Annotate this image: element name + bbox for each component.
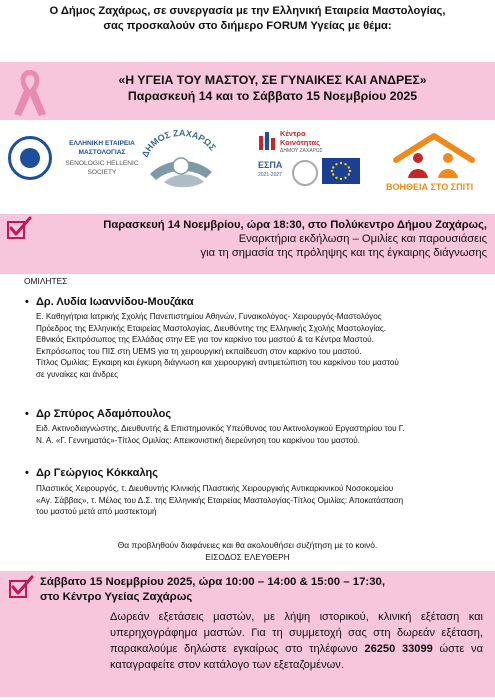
partner-logos — [0, 126, 495, 198]
saturday-location: στο Κέντρο Υγείας Ζαχάρως — [40, 591, 193, 603]
friday-subtitle: Εναρκτήρια εκδήλωση – Ομιλίες και παρουσιάσεις — [238, 233, 487, 246]
friday-topic: για τη σημασία της πρόληψης και της έγκαιρης διάγνωσης — [200, 247, 487, 260]
dimos-zacharos-logo — [136, 128, 226, 196]
ehms-name-line-2: ΜΑΣΤΟΛΟΓΙΑΣ — [78, 148, 126, 156]
boitheia-text: ΒΟΗΘΕΙΑ ΣΤΟ ΣΠΙΤΙ — [386, 182, 474, 192]
speaker-1-line: Τίτλος Ομιλίας: Εγκαιρη και έγκυρη διάγνωση και χειρουργική αντιμετώπιση του καρκίνου του μαστού — [36, 358, 399, 367]
phone-number[interactable]: 26250 33099 — [364, 643, 433, 655]
ehms-en-line-1: SENOLOGIC HELLENIC — [65, 160, 139, 167]
saturday-heading — [40, 575, 385, 605]
saturday-body-text-end: ώστε να καταγραφείτε στον κατάλογο των εξεταζομένων. — [110, 643, 484, 671]
speaker-3-line: Πλαστικός Χειρουργός, τ. Διευθυντής Κλινικής Πλαστικής Χειρουργικής Αντικαρκινικού Νοσοκομείου — [36, 484, 394, 493]
event-dates: Παρασκευή 14 και το Σάββατο 15 Νοεμβρίου 2025 — [127, 89, 418, 103]
friday-datetime: Παρασκευή 14 Νοεμβρίου, ώρα 18:30, στο Πολύκεντρο Δήμου Ζαχάρως, — [103, 219, 487, 231]
checkbox-check-icon — [6, 216, 32, 240]
free-entry-note: ΕΙΣΟΔΟΣ ΕΛΕΥΘΕΡΗ — [205, 551, 290, 562]
espa-period: 2021-2027 — [258, 172, 282, 178]
ehms-english-name — [56, 160, 148, 177]
kentro-text — [280, 130, 323, 156]
intro-line-1: Ο Δήμος Ζαχάρως, σε συνεργασία με την Ελληνική Εταιρεία Μαστολογίας, — [49, 5, 446, 17]
title-band — [0, 62, 495, 120]
speaker-bio-2 — [36, 423, 488, 446]
speaker-1-line: Ε. Καθηγήτρια Ιατρικής Σχολής Πανεπιστημίου Αθηνών, Γυναικολόγος- Χειρουργός-Μαστολόγος — [36, 312, 382, 321]
pink-ribbon-icon — [10, 66, 50, 118]
speaker-name-1: • Δρ. Λυδία Ιωαννίδου-Μουζάκα — [36, 296, 194, 308]
speaker-3-line: «Αγ. Σάββας», τ. Μέλος του Δ.Σ. της Ελληνικής Εταιρείας Μαστολογίας-Τίτλος Ομιλίας: Αποκατάσταση — [36, 495, 404, 505]
kentro-koinotitas-logo — [258, 128, 358, 156]
friday-event-text — [34, 218, 487, 261]
friday-band — [0, 214, 495, 274]
kentro-line-2: Κοινότητας — [280, 137, 321, 147]
speaker-2-line: Ν. Α. «Γ. Γεννηματάς»-Τίτλος Ομιλίας: Απεικονιστική διερεύνηση του καρκίνου του μαστού. — [36, 435, 360, 445]
speaker-1-line: Εκπρόσωπος του ΠΙΣ στη UEMS για τη χειρουργική εκπαίδευση στον καρκίνο του μαστού. — [36, 346, 362, 356]
dimos-logo-name: ΔΗΜΟΣ ΖΑΧΑΡΩΣ — [139, 128, 218, 159]
round-emblem-logo — [292, 160, 318, 186]
speaker-1-line: Εθνικός Εκπρόσωπος της Ελλάδας στην ΕΕ για τον καρκίνο του μαστού & τα Κέντρα Μαστού. — [36, 335, 374, 344]
speakers-header: ΟΜΙΛΗΤΕΣ — [24, 276, 68, 286]
intro-text — [0, 4, 495, 34]
intro-line-2: σας προσκαλούν στο διήμερο FORUM Υγείας με θέμα: — [103, 20, 392, 32]
espa-logo — [258, 160, 290, 188]
saturday-band — [0, 571, 495, 697]
espa-text: ΕΣΠΑ — [258, 160, 283, 170]
ehms-name-line-1: ΕΛΛΗΝΙΚΗ ΕΤΑΙΡΕΙΑ — [69, 140, 135, 147]
ehms-logo-text — [56, 140, 148, 177]
event-title — [56, 72, 489, 104]
speaker-name-3: • Δρ Γεώργιος Κόκκαλης — [36, 467, 158, 479]
saturday-datetime: Σάββατο 15 Νοεμβρίου 2025, ώρα 10:00 – 14:00 & 15:00 – 17:30, — [40, 576, 386, 588]
speaker-bio-3 — [36, 483, 488, 518]
speaker-1-line: Πρόεδρος της Ελληνικής Εταιρείας Μαστολογίας, Διευθύντης της Ελληνικής Σχολής Μαστολογίας. — [36, 323, 387, 333]
svg-text:ΔΗΜΟΣ ΖΑΧΑΡΩΣ — [140, 128, 218, 159]
boitheia-sto-spiti-logo — [378, 130, 490, 196]
kentro-sub: ΔΗΜΟΥ ΖΑΧΑΡΩΣ — [280, 148, 323, 154]
speaker-2-line: Ειδ. Ακτινοδιαγνώστης, Διευθυντής & Επιστημονικός Υπεύθυνος του Ακτινολογικού Εργαστηρίου του Γ. — [36, 424, 405, 433]
ehms-en-line-2: SOCIETY — [87, 168, 117, 176]
closing-notes — [0, 540, 495, 563]
community-people-icon — [258, 130, 276, 152]
event-title-line-1: «Η ΥΓΕΙΑ ΤΟΥ ΜΑΣΤΟΥ, ΣΕ ΓΥΝΑΙΚΕΣ ΚΑΙ ΑΝΔΡΕΣ» — [118, 73, 427, 87]
discussion-note: Θα προβληθούν διαφάνειες και θα ακολουθήσει συζήτηση με το κοινό. — [117, 540, 378, 550]
saturday-description — [110, 609, 483, 673]
speaker-1-line: σε γυναίκες και άνδρες — [36, 369, 118, 379]
ehms-seal-logo — [8, 136, 52, 180]
saturday-body-text: Δωρεάν εξετάσεις μαστών, με λήψη ιστορικού, κλινική εξέταση και υπερηχογράφημα μαστών. Για τη συμμετοχή σας στη δωρεάν εξέταση, παρακαλούμε δηλώστε εγκαίρως στο τηλέφωνο — [110, 611, 483, 655]
speaker-name-2: • Δρ Σπύρος Αδαμόπουλος — [36, 408, 171, 420]
house-people-icon — [378, 130, 490, 180]
kentro-line-1: Κέντρο — [280, 129, 306, 138]
speaker-bio-1 — [36, 311, 488, 380]
speaker-3-line: του μαστού μετά από μαστεκτομή — [36, 507, 157, 516]
checkbox-check-icon — [8, 575, 34, 599]
eu-flag-icon — [322, 158, 360, 184]
